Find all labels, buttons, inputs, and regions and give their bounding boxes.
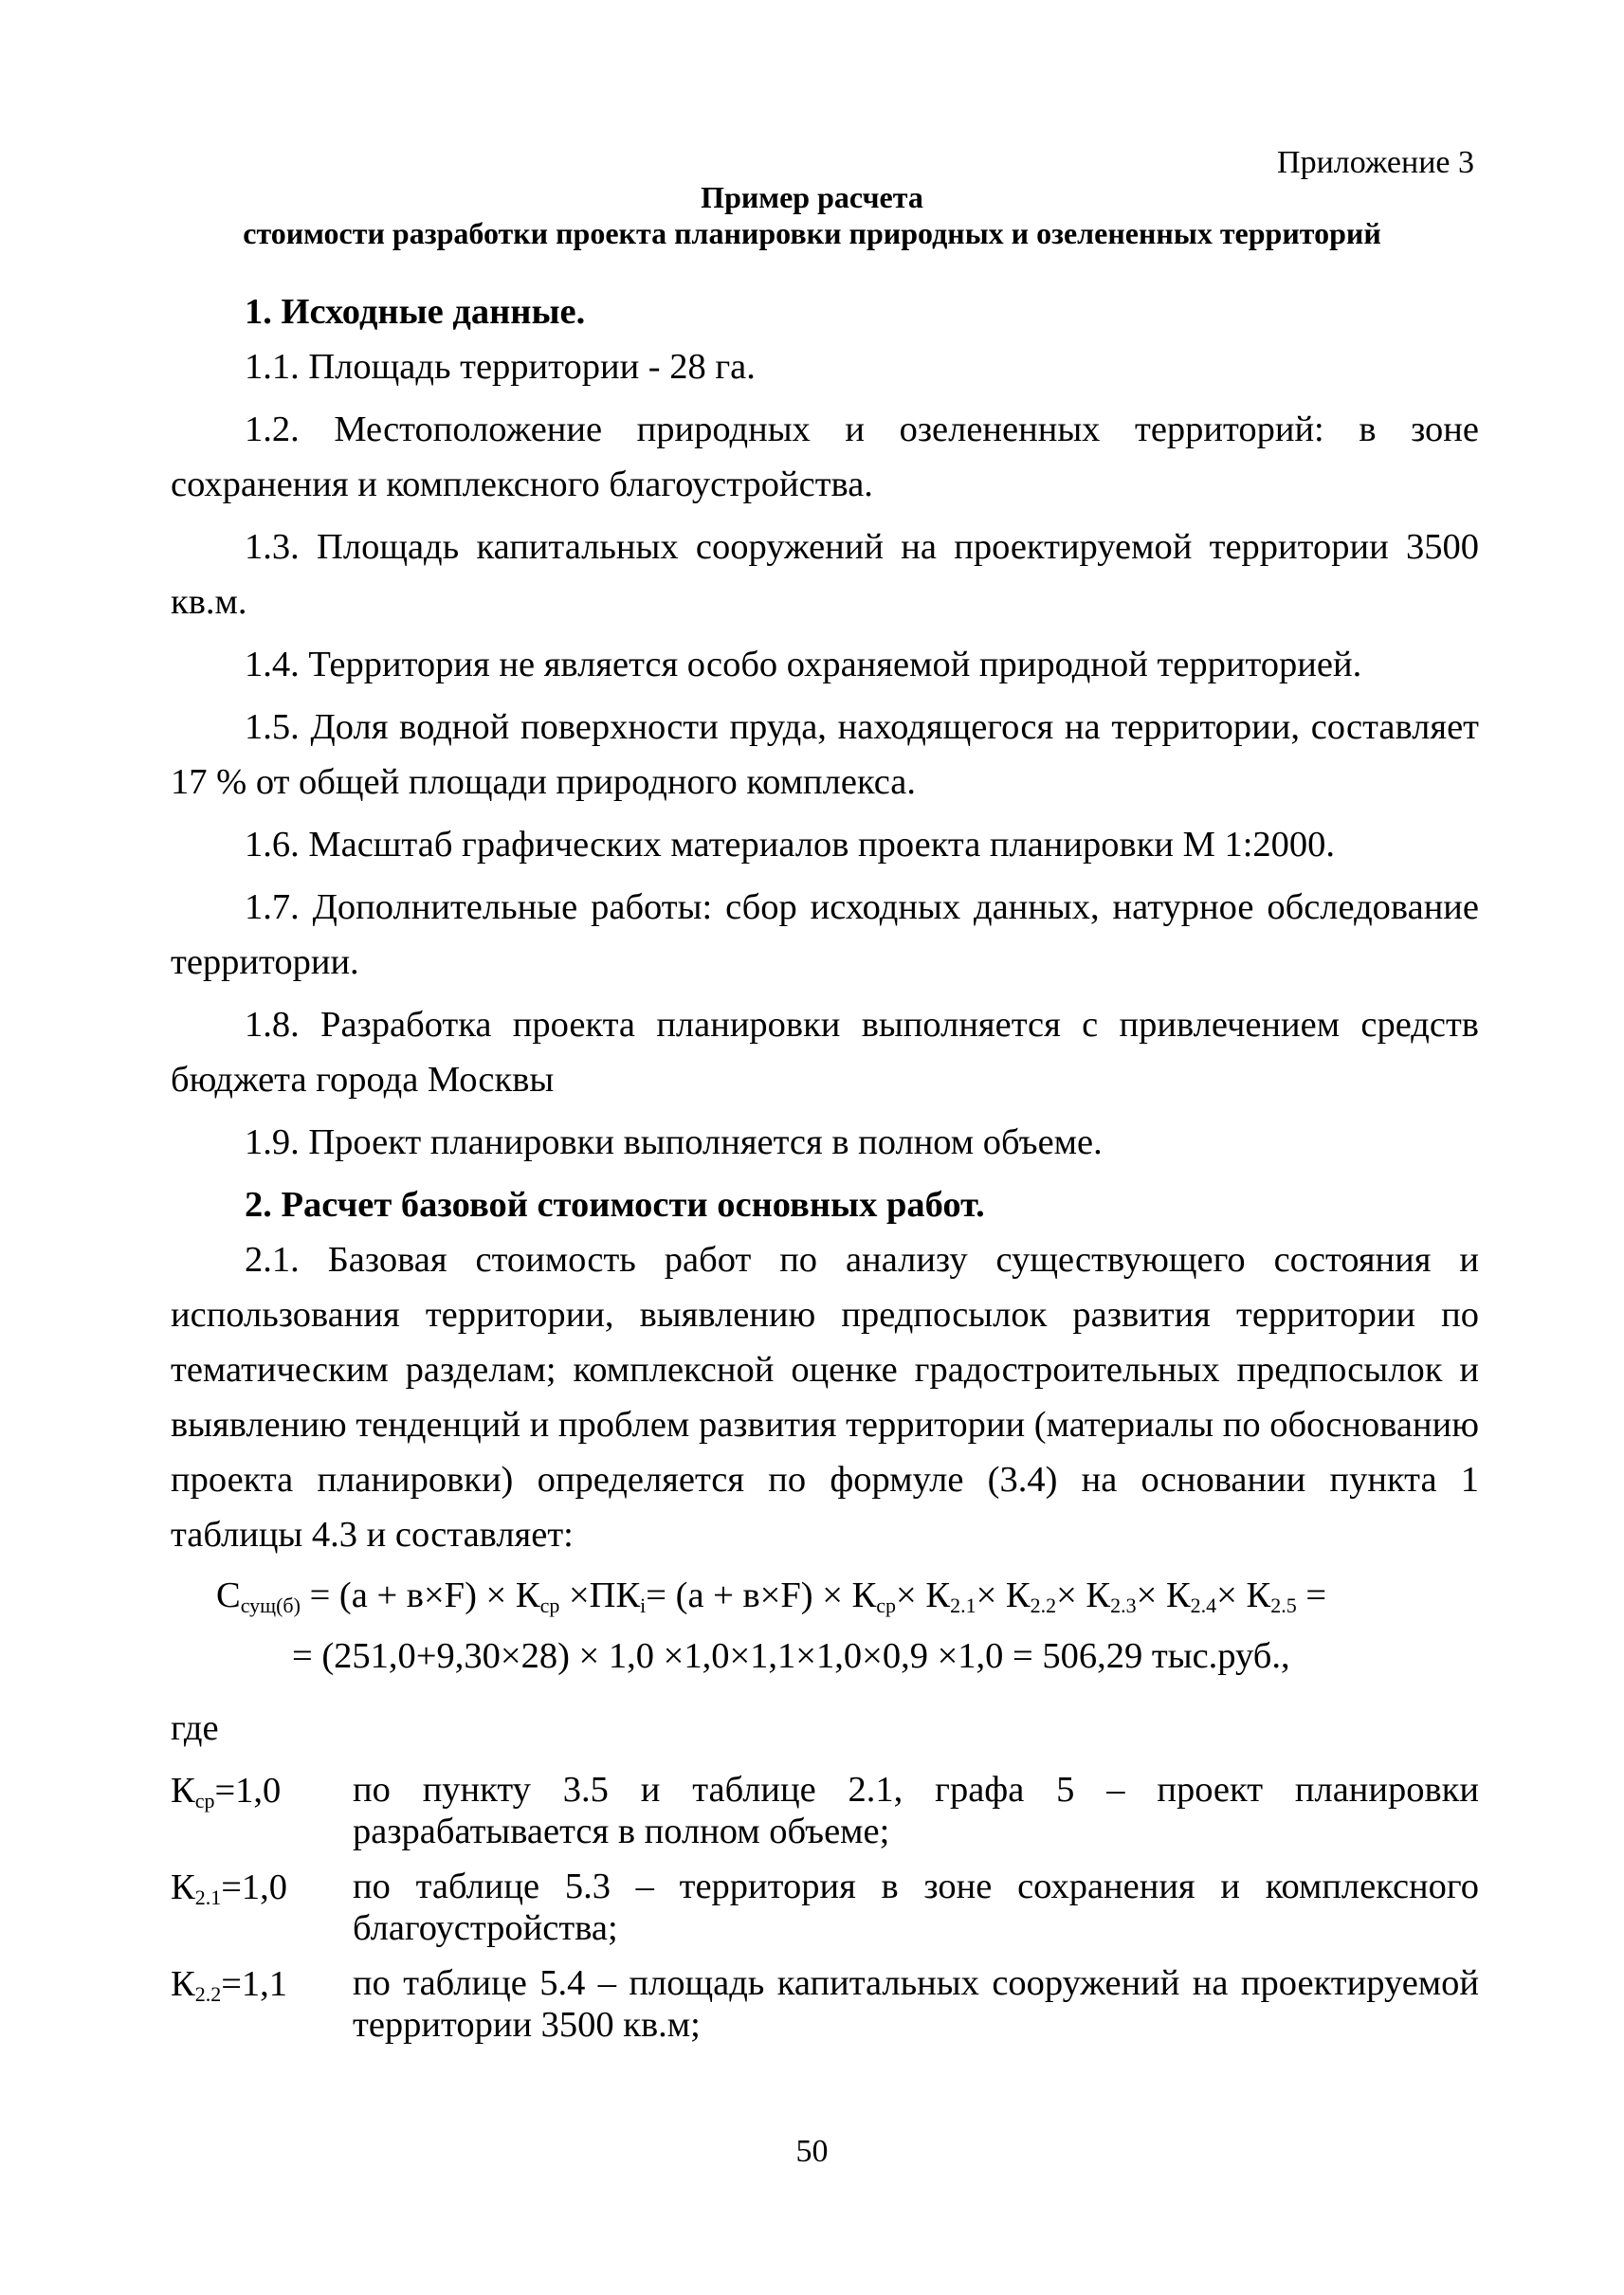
title-line-1: Пример расчета: [701, 180, 923, 214]
coefficient-value: =1,0: [221, 1867, 288, 1907]
formula-part-4: × К: [896, 1576, 951, 1615]
where-label: где: [171, 1708, 219, 1748]
coefficient-symbol: К: [171, 1867, 195, 1907]
formula-c-subscript: сущ(б): [240, 1594, 301, 1617]
coefficient-label: [171, 1763, 353, 1852]
item-1-9: 1.9. Проект планировки выполняется в полном объеме.: [245, 1122, 1103, 1162]
formula-k21-subscript: 2.1: [950, 1594, 976, 1617]
formula-part-1: = (а + в×F) × К: [300, 1576, 540, 1615]
coefficient-symbol: К: [171, 1771, 195, 1811]
item-1-2: 1.2. Местоположение природных и озелененных территорий: в зоне сохранения и комплексного благоустройства.: [171, 410, 1479, 504]
item-1-8: 1.8. Разработка проекта планировки выполняется с привлечением средств бюджета города Москвы: [171, 1005, 1479, 1100]
formula-k22-subscript: 2.2: [1030, 1594, 1057, 1617]
coefficient-subscript: ср: [194, 1789, 215, 1812]
formula-part-7: × К: [1136, 1576, 1191, 1615]
coefficient-label: [171, 1957, 353, 2046]
page-number: 50: [795, 2134, 829, 2169]
coefficient-row: [171, 1957, 1479, 2046]
formula-ksr-subscript: ср: [539, 1594, 560, 1617]
item-1-3: 1.3. Площадь капитальных сооружений на проектируемой территории 3500 кв.м.: [171, 527, 1479, 622]
coefficient-description: по таблице 5.3 – территория в зоне сохранения и комплексного благоустройства;: [353, 1867, 1479, 1948]
item-1-1: 1.1. Площадь территории - 28 га.: [245, 347, 756, 387]
coefficient-row: [171, 1763, 1479, 1852]
formula-i-subscript: i: [640, 1594, 647, 1617]
section-1-heading: 1. Исходные данные.: [245, 292, 586, 332]
formula-line-1: [171, 1568, 1479, 1623]
coefficient-value: =1,0: [214, 1771, 282, 1811]
coefficient-description: по пункту 3.5 и таблице 2.1, графа 5 – проект планировки разрабатывается в полном объеме;: [353, 1770, 1479, 1851]
section-2-heading: 2. Расчет базовой стоимости основных работ.: [245, 1185, 985, 1225]
item-1-4: 1.4. Территория не является особо охраняемой природной территорией.: [245, 645, 1362, 684]
coefficient-symbol: К: [171, 1964, 195, 2004]
coefficient-subscript: 2.1: [194, 1885, 222, 1909]
formula-c: С: [216, 1576, 241, 1615]
item-1-5: 1.5. Доля водной поверхности пруда, находящегося на территории, составляет 17 % от общей площади природного комплекса.: [171, 707, 1479, 802]
formula-part-2: ×ПК: [559, 1576, 641, 1615]
title-line-2: стоимости разработки проекта планировки природных и озелененных территорий: [243, 216, 1381, 250]
item-1-6: 1.6. Масштаб графических материалов проекта планировки М 1:2000.: [245, 825, 1336, 865]
item-1-7: 1.7. Дополнительные работы: сбор исходных данных, натурное обследование территории.: [171, 887, 1479, 982]
coefficient-description: по таблице 5.4 – площадь капитальных сооружений на проектируемой территории 3500 кв.м;: [353, 1963, 1479, 2045]
document-body: [171, 284, 1479, 2046]
formula-line-2: = (251,0+9,30×28) × 1,0 ×1,0×1,1×1,0×0,9 ×1,0 = 506,29 тыс.руб.,: [292, 1636, 1290, 1676]
coefficient-row: [171, 1860, 1479, 1949]
coefficient-subscript: 2.2: [194, 1982, 222, 2006]
formula-part-5: × К: [976, 1576, 1031, 1615]
formula-k23-subscript: 2.3: [1110, 1594, 1137, 1617]
item-2-1: 2.1. Базовая стоимость работ по анализу существующего состояния и использования территории, выявлению предпосылок развития территории по тематическим разделам; комплексной оценке градостроительных предпосылок и выявлению тенденций и проблем развития территории (материалы по обоснованию проекта планировки) определяется по формуле (3.4) на основании пункта 1 таблицы 4.3 и составляет:: [171, 1240, 1479, 1555]
formula-part-8: × К: [1216, 1576, 1271, 1615]
formula-ksr-subscript-2: ср: [876, 1594, 897, 1617]
appendix-label: Приложение 3: [1277, 145, 1474, 180]
formula-part-3: = (а + в×F) × К: [646, 1576, 877, 1615]
formula-part-6: × К: [1056, 1576, 1111, 1615]
formula-k25-subscript: 2.5: [1270, 1594, 1297, 1617]
coefficient-label: [171, 1860, 353, 1949]
formula-k24-subscript: 2.4: [1190, 1594, 1217, 1617]
coefficient-value: =1,1: [221, 1964, 288, 2004]
formula-part-9: =: [1296, 1576, 1327, 1615]
